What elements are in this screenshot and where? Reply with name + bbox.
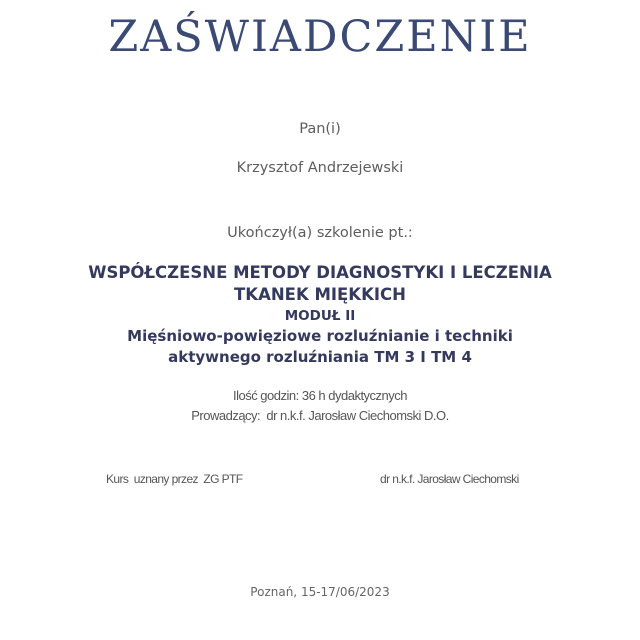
place-and-date: Poznań, 15-17/06/2023 bbox=[250, 585, 390, 599]
course-hours: Ilość godzin: 36 h dydaktycznych bbox=[232, 388, 408, 403]
course-module: MODUŁ II bbox=[284, 308, 356, 324]
course-title-line2: TKANEK MIĘKKICH bbox=[234, 285, 406, 304]
signatory-name: dr n.k.f. Jarosław Ciechomski bbox=[380, 472, 519, 486]
course-instructor: Prowadzący: dr n.k.f. Jarosław Ciechomski D.O. bbox=[191, 408, 449, 423]
recipient-name: Krzysztof Andrzejewski bbox=[236, 160, 404, 176]
course-subtitle-line1: Mięśniowo-powięziowe rozluźnianie i techniki bbox=[127, 327, 513, 345]
course-subtitle-line2: aktywnego rozluźniania TM 3 I TM 4 bbox=[168, 348, 472, 366]
salutation: Pan(i) bbox=[299, 121, 341, 137]
course-title-line1: WSPÓŁCZESNE METODY DIAGNOSTYKI I LECZENIA bbox=[88, 263, 552, 282]
certificate-title: ZAŚWIADCZENIE bbox=[108, 12, 532, 62]
course-block bbox=[0, 262, 640, 368]
course-recognition: Kurs uznany przez ZG PTF bbox=[106, 472, 243, 486]
course-info bbox=[0, 386, 640, 426]
completed-statement: Ukończył(a) szkolenie pt.: bbox=[227, 225, 413, 241]
